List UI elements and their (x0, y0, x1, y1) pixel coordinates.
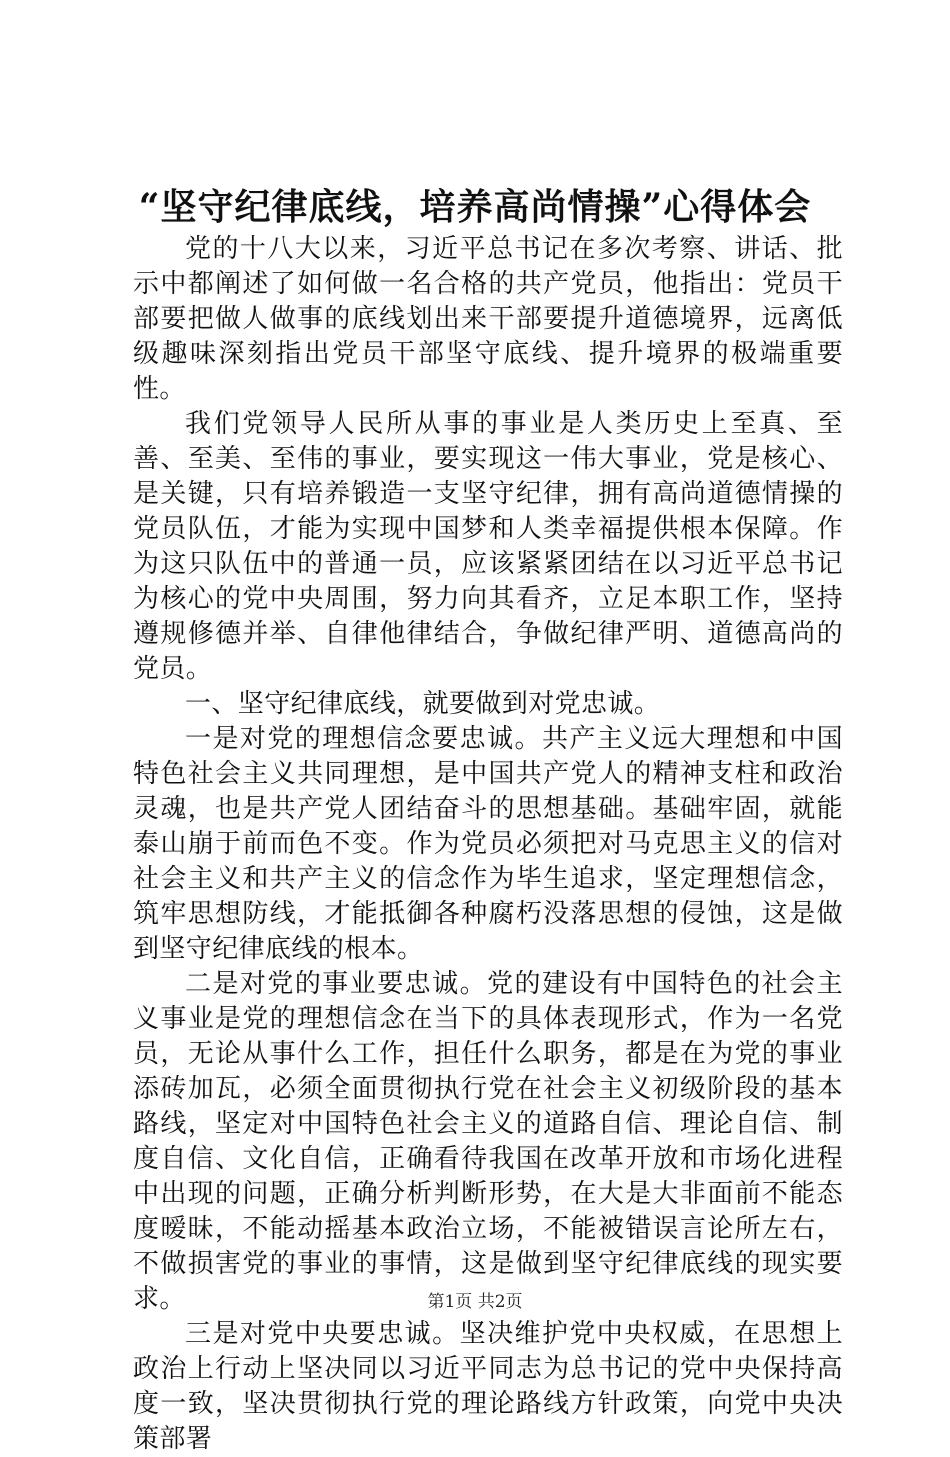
page-footer: 第1页 共2页 (427, 1292, 523, 1312)
paragraph: 党的十八大以来，习近平总书记在多次考察、讲话、批示中都阐述了如何做一名合格的共产党员，他指出：党员干部要把做人做事的底线划出来干部要提升道德境界，远离低级趣味深刻指出党员干部坚守底线、提升境界的极端重要性。 (133, 234, 843, 404)
document-body (133, 232, 843, 1457)
paragraph: 三是对党中央要忠诚。坚决维护党中央权威，在思想上政治上行动上坚决同以习近平同志为总书记的党中央保持高度一致，坚决贯彻执行党的理论路线方针政策，向党中央决策部署 (133, 1319, 843, 1454)
document-title: “坚守纪律底线，培养高尚情操”心得体会 (138, 186, 812, 228)
paragraph: 二是对党的事业要忠诚。党的建设有中国特色的社会主义事业是党的理想信念在当下的具体表现形式，作为一名党员，无论从事什么工作，担任什么职务，都是在为党的事业添砖加瓦，必须全面贯彻执行党在社会主义初级阶段的基本路线，坚定对中国特色社会主义的道路自信、理论自信、制度自信、文化自信，正确看待我国在改革开放和市场化进程中出现的问题，正确分析判断形势，在大是大非面前不能态度暧昧，不能动摇基本政治立场，不能被错误言论所左右，不做损害党的事业的事情，这是做到坚守纪律底线的现实要求。 (133, 969, 843, 1314)
paragraph: 我们党领导人民所从事的事业是人类历史上至真、至善、至美、至伟的事业，要实现这一伟大事业，党是核心、是关键，只有培养锻造一支坚守纪律，拥有高尚道德情操的党员队伍，才能为实现中国梦和人类幸福提供根本保障。作为这只队伍中的普通一员，应该紧紧团结在以习近平总书记为核心的党中央周围，努力向其看齐，立足本职工作，坚持遵规修德并举、自律他律结合，争做纪律严明、道德高尚的党员。 (133, 409, 843, 684)
section-heading: 一、坚守纪律底线，就要做到对党忠诚。 (185, 689, 661, 719)
paragraph: 一是对党的理想信念要忠诚。共产主义远大理想和中国特色社会主义共同理想，是中国共产党人的精神支柱和政治灵魂，也是共产党人团结奋斗的思想基础。基础牢固，就能泰山崩于前而色不变。作为党员必须把对马克思主义的信对社会主义和共产主义的信念作为毕生追求，坚定理想信念，筑牢思想防线，才能抵御各种腐朽没落思想的侵蚀，这是做到坚守纪律底线的根本。 (133, 724, 843, 964)
